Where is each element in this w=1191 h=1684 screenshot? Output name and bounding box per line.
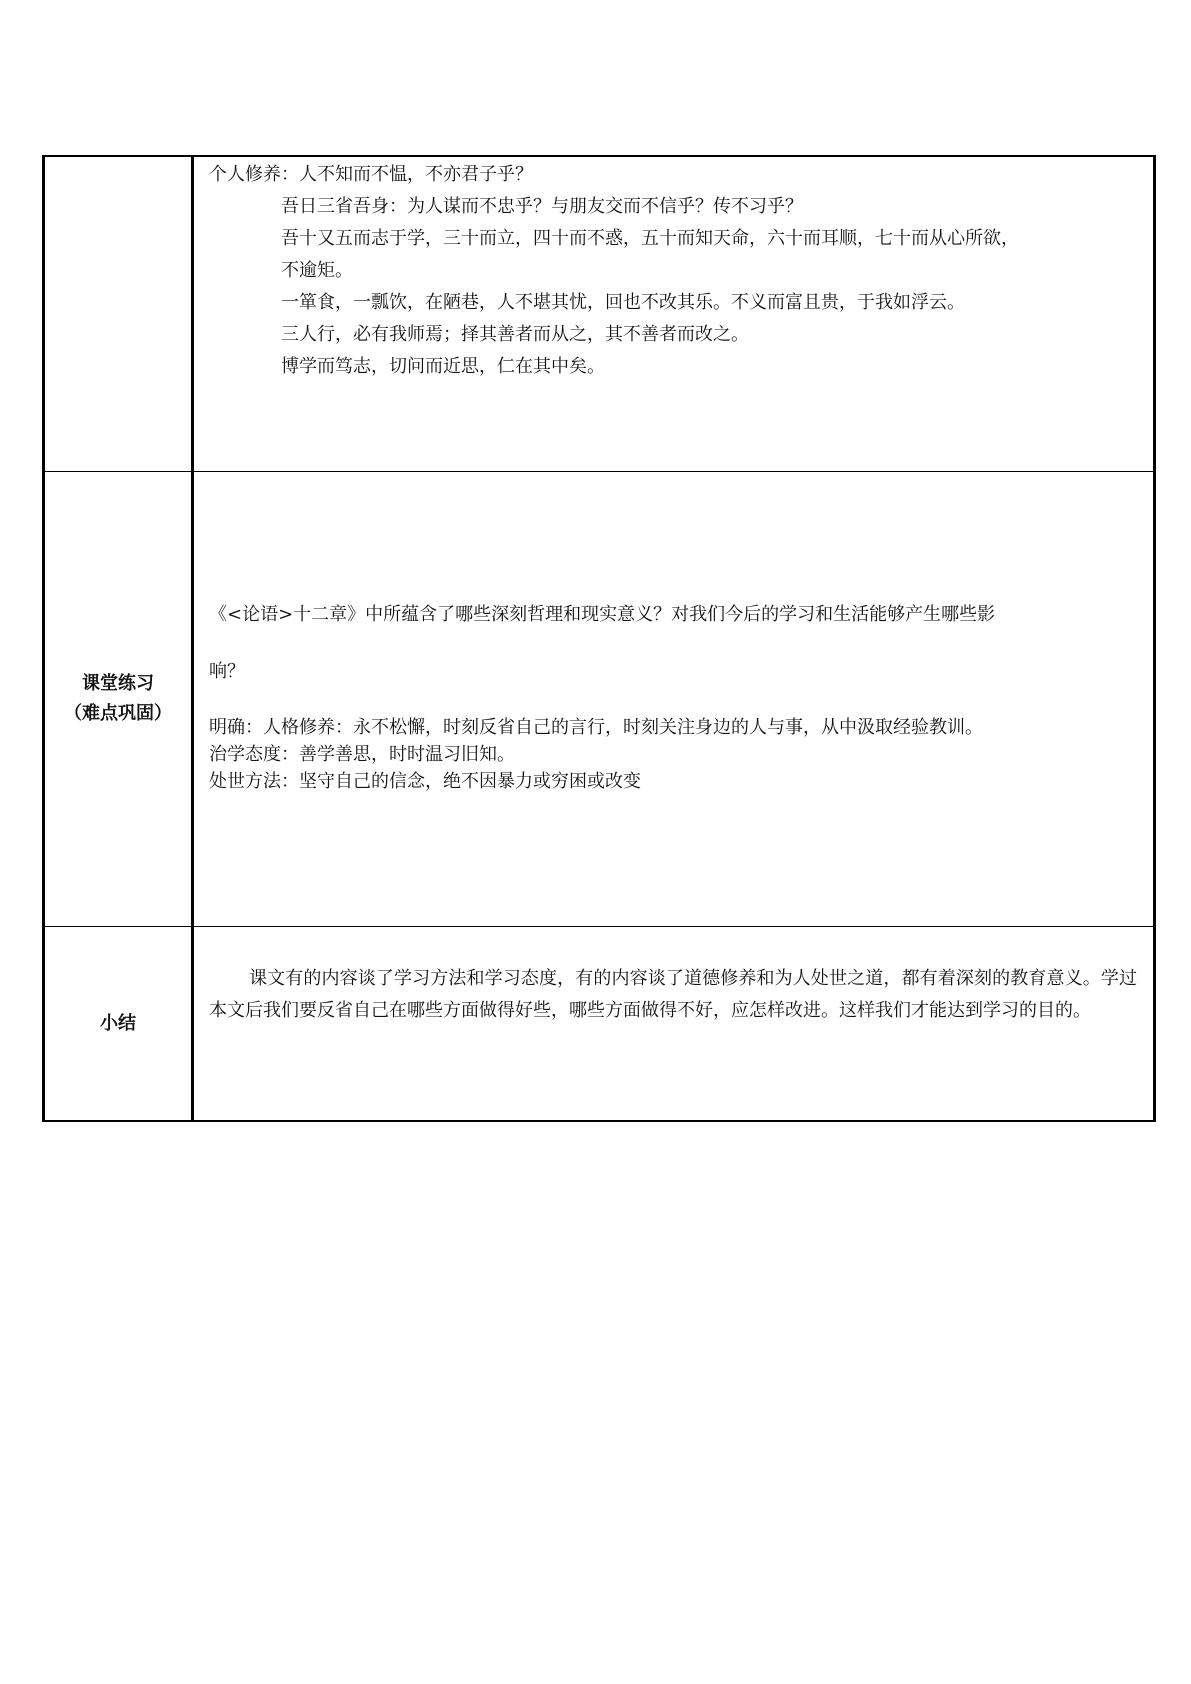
text-line: 一箪食，一瓢饮，在陋巷，人不堪其忧，回也不改其乐。不义而富且贵，于我如浮云。 xyxy=(281,292,965,313)
table-row-practice xyxy=(45,472,1153,927)
answer-line: 明确：人格修养：永不松懈，时刻反省自己的言行，时刻关注身边的人与事，从中汲取经验教训。 xyxy=(209,717,983,738)
label-practice: 课堂练习 xyxy=(82,673,154,694)
text-line: 不逾矩。 xyxy=(281,260,353,281)
answer-line: 治学态度：善学善思，时时温习旧知。 xyxy=(209,744,515,765)
cultivation-content xyxy=(197,157,1153,471)
label-summary: 小结 xyxy=(100,1012,136,1034)
text-line: 吾十又五而志于学，三十而立，四十而不惑，五十而知天命，六十而耳顺，七十而从心所欲， xyxy=(281,228,1019,249)
practice-content xyxy=(197,472,1153,926)
row-label-empty xyxy=(45,157,194,471)
label-difficulty: （难点巩固） xyxy=(64,703,172,724)
text-line: 博学而笃志，切问而近思，仁在其中矣。 xyxy=(281,356,605,377)
text-line: 个人修养：人不知而不愠，不亦君子乎？ xyxy=(209,164,533,185)
lesson-table xyxy=(42,155,1156,1122)
summary-content xyxy=(197,927,1153,1120)
table-row-summary xyxy=(45,927,1153,1120)
question-line: 响？ xyxy=(209,661,245,682)
text-line: 吾日三省吾身：为人谋而不忠乎？与朋友交而不信乎？传不习乎？ xyxy=(281,196,803,217)
text-line: 三人行，必有我师焉；择其善者而从之，其不善者而改之。 xyxy=(281,324,749,345)
answer-line: 处世方法：坚守自己的信念，绝不因暴力或穷困或改变 xyxy=(209,771,641,792)
table-row-cultivation xyxy=(45,157,1153,472)
summary-paragraph: 课文有的内容谈了学习方法和学习态度，有的内容谈了道德修养和为人处世之道，都有着深刻的教育意义。学过本文后我们要反省自己在哪些方面做得好些，哪些方面做得不好，应怎样改进。这样我们才能达到学习的目的。 xyxy=(209,968,1137,1021)
row-label-summary xyxy=(45,927,194,1120)
question-line: 《<论语>十二章》中所蕴含了哪些深刻哲理和现实意义？对我们今后的学习和生活能够产生哪些影 xyxy=(209,604,996,625)
row-label-practice xyxy=(45,472,194,926)
